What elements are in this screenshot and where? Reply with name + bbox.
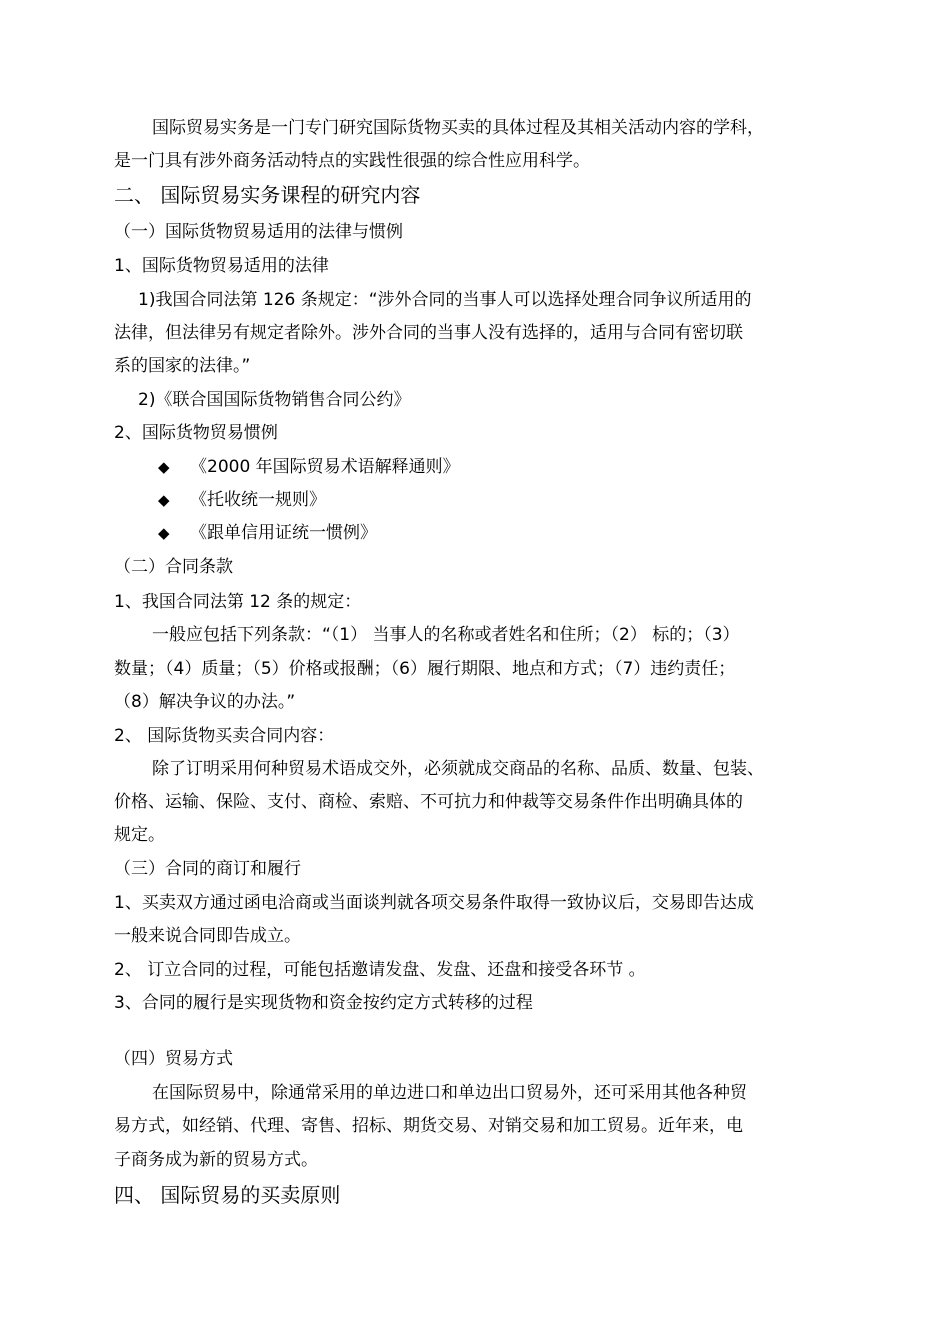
law-item-1-line-3: 系的国家的法律。” xyxy=(114,356,251,376)
contract-content-item: 2、 国际货物买卖合同内容： xyxy=(114,726,335,746)
diamond-bullet-icon: ◆ xyxy=(158,491,170,509)
contract-content-line-3: 规定。 xyxy=(114,825,165,845)
item-heading-laws: 1、国际货物贸易适用的法律 xyxy=(114,256,329,276)
bullet-item xyxy=(158,488,326,512)
subsection-heading-1: （一）国际货物贸易适用的法律与惯例 xyxy=(114,222,403,242)
contract-clauses-line-2: 数量；（4）质量；（5）价格或报酬；（6）履行期限、地点和方式；（7）违约责任； xyxy=(114,659,736,679)
negotiation-item-3: 3、合同的履行是实现货物和资金按约定方式转移的过程 xyxy=(114,993,533,1013)
subsection-heading-4: （四）贸易方式 xyxy=(114,1049,233,1069)
contract-content-line-1: 除了订明采用何种贸易术语成交外，必须就成交商品的名称、品质、数量、包装、 xyxy=(152,759,764,779)
section-heading-4: 四、 国际贸易的买卖原则 xyxy=(114,1183,341,1207)
contract-clauses-line-3: （8）解决争议的办法。” xyxy=(114,692,296,712)
trade-methods-line-1: 在国际贸易中，除通常采用的单边进口和单边出口贸易外，还可采用其他各种贸 xyxy=(152,1083,747,1103)
intro-paragraph-line-2: 是一门具有涉外商务活动特点的实践性很强的综合性应用科学。 xyxy=(114,151,590,171)
bullet-text: 《2000 年国际贸易术语解释通则》 xyxy=(190,457,460,477)
intro-paragraph-line-1: 国际贸易实务是一门专门研究国际货物买卖的具体过程及其相关活动内容的学科， xyxy=(152,118,764,138)
bullet-item xyxy=(158,521,377,545)
trade-methods-line-2: 易方式，如经销、代理、寄售、招标、期货交易、对销交易和加工贸易。近年来，电 xyxy=(114,1116,743,1136)
diamond-bullet-icon: ◆ xyxy=(158,524,170,542)
item-heading-practices: 2、国际货物贸易惯例 xyxy=(114,423,278,443)
contract-clauses-line-1: 一般应包括下列条款：“（1） 当事人的名称或者姓名和住所；（2） 标的；（3） xyxy=(152,625,740,645)
section-heading-2: 二、 国际贸易实务课程的研究内容 xyxy=(114,183,421,207)
subsection-heading-3: （三）合同的商订和履行 xyxy=(114,859,301,879)
contract-law-item: 1、我国合同法第 12 条的规定： xyxy=(114,592,362,612)
subsection-heading-2: （二）合同条款 xyxy=(114,557,233,577)
negotiation-item-line-1: 1、买卖双方通过函电洽商或当面谈判就各项交易条件取得一致协议后，交易即告达成 xyxy=(114,893,754,913)
negotiation-item-line-2: 一般来说合同即告成立。 xyxy=(114,926,301,946)
bullet-text: 《托收统一规则》 xyxy=(190,490,326,510)
bullet-text: 《跟单信用证统一惯例》 xyxy=(190,523,377,543)
law-item-1-line-1: 1)我国合同法第 126 条规定：“涉外合同的当事人可以选择处理合同争议所适用的 xyxy=(138,290,752,310)
law-item-1-line-2: 法律，但法律另有规定者除外。涉外合同的当事人没有选择的，适用与合同有密切联 xyxy=(114,323,743,343)
diamond-bullet-icon: ◆ xyxy=(158,458,170,476)
bullet-item xyxy=(158,455,460,479)
negotiation-item-2: 2、 订立合同的过程，可能包括邀请发盘、发盘、还盘和接受各环节 。 xyxy=(114,960,646,980)
trade-methods-line-3: 子商务成为新的贸易方式。 xyxy=(114,1150,318,1170)
law-item-2: 2)《联合国国际货物销售合同公约》 xyxy=(138,390,411,410)
contract-content-line-2: 价格、运输、保险、支付、商检、索赔、不可抗力和仲裁等交易条件作出明确具体的 xyxy=(114,792,743,812)
